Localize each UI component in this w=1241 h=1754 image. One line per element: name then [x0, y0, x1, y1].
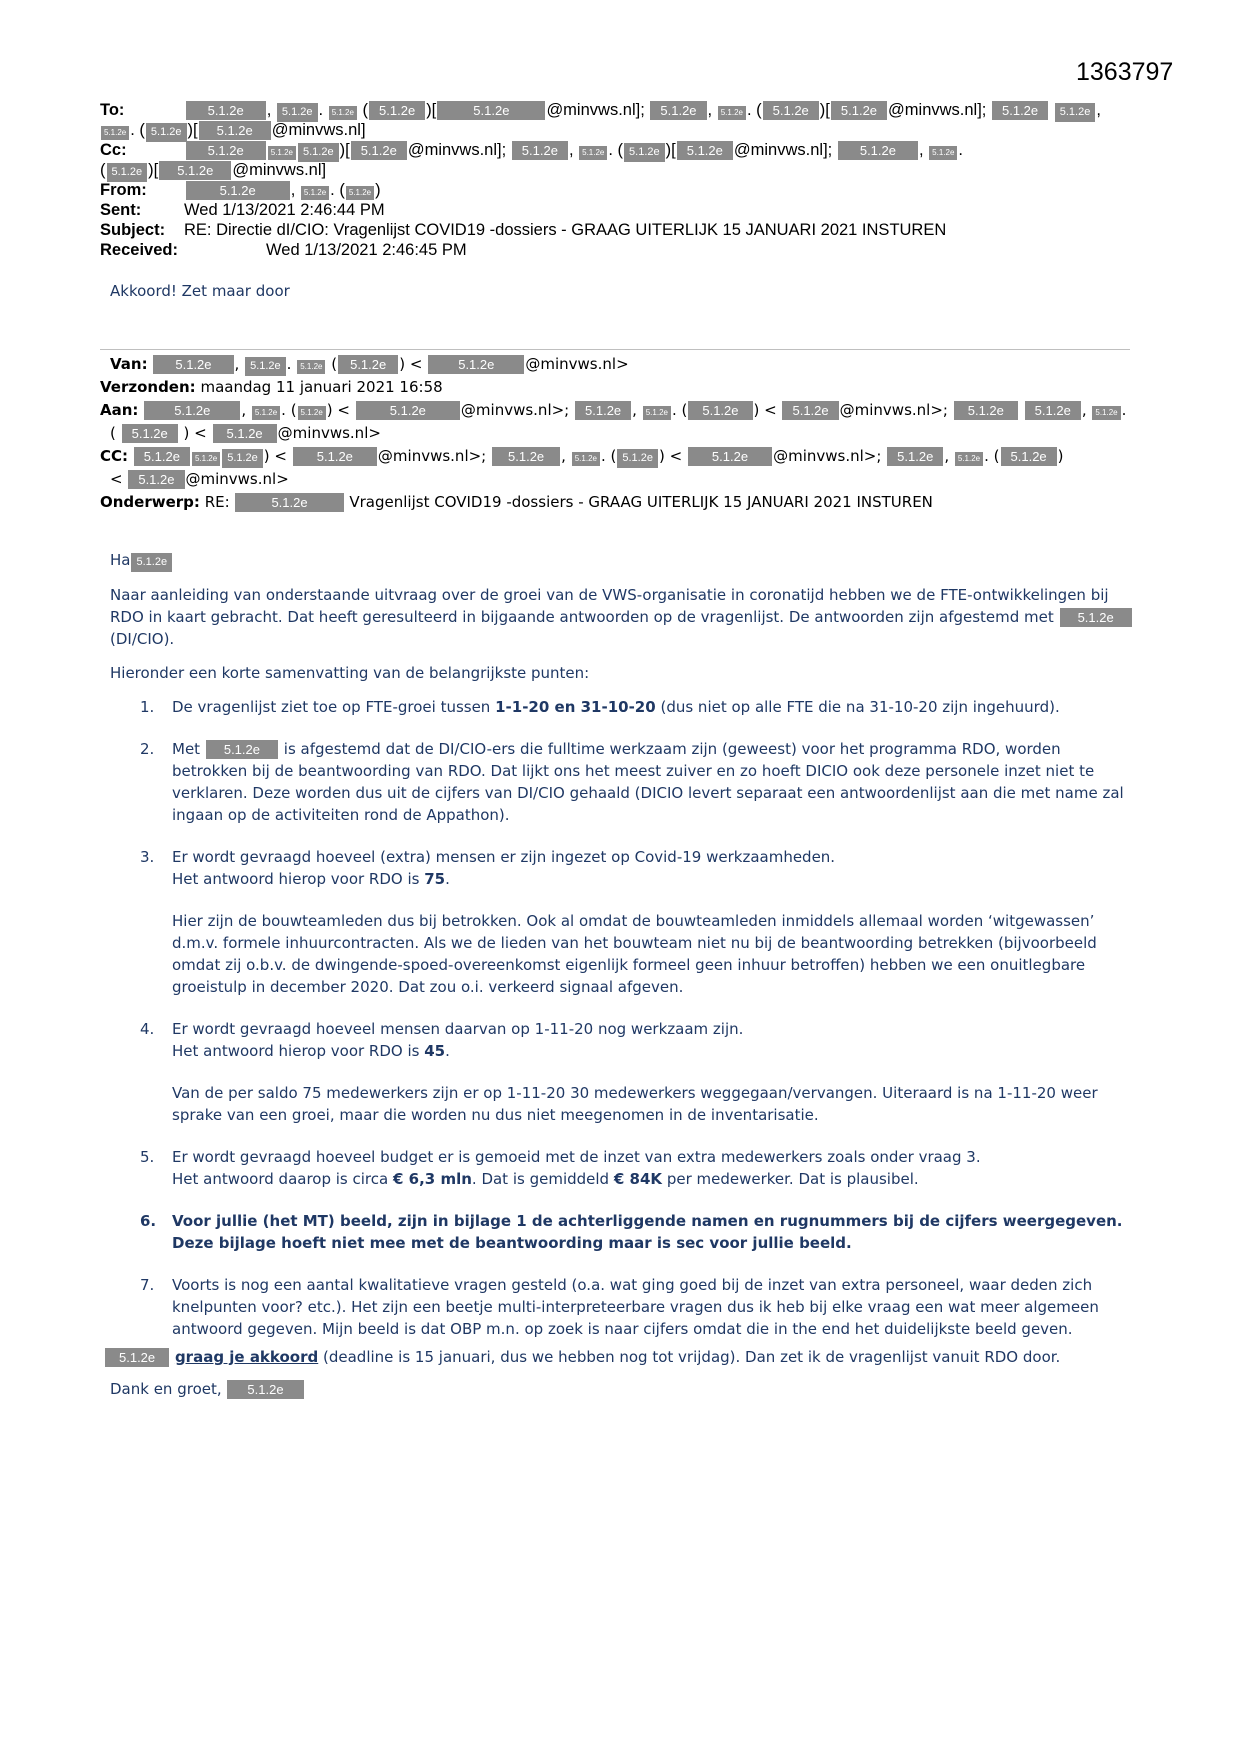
aan-line: Aan: 5.1.2e , 5.1.2e . ( 5.1.2e ) < 5.1.2e @minvws.nl>; 5.1.2e , 5.1.2e . ( 5.1.2e ) < 5.1.2e @minvws.nl>; 5.1.2e 5.1.2e , 5.1.2e . — [100, 401, 1127, 419]
redaction: 5.1.2e — [105, 1348, 169, 1367]
redaction: 5.1.2e — [1060, 608, 1132, 627]
list-number: 2. — [140, 740, 155, 758]
onderwerp-label: Onderwerp: — [100, 493, 200, 511]
sent-line — [100, 200, 1140, 220]
cc-line: Cc: 5.1.2e 5.1.2e 5.1.2e )[ 5.1.2e @minvws.nl]; 5.1.2e , 5.1.2e . ( 5.1.2e )[ 5.1.2e @minvws.nl]; 5.1.2e , 5.1.2e . — [100, 140, 1140, 162]
approval-link[interactable]: graag je akkoord — [174, 1348, 319, 1366]
received-line — [100, 240, 1140, 260]
item1-text: De vragenlijst ziet toe op FTE-groei tussen — [172, 698, 491, 716]
item2-text-end: is afgestemd dat de DI/CIO-ers die fulltime werkzaam zijn (geweest) voor het programma RDO, worden betrokken bij de beantwoording van RDO. Dat lijkt ons het meest zuiver en zo hoeft DICIO ook deze personele inzet niet te verklaren. Deze worden dus uit de cijfers van DI/CIO gehaald (DICIO levert separaat een antwoordenlijst aan die met name zal ingaan op de activiteiten rond de Appathon). — [172, 740, 1124, 824]
email-domain: @minvws.nl> — [277, 424, 381, 442]
redaction: 5.1.2e — [213, 424, 277, 443]
aan-label: Aan: — [100, 401, 139, 419]
van-label: Van: — [110, 355, 148, 373]
redaction: 5.1.2e — [782, 401, 838, 420]
redaction: 5.1.2e — [624, 143, 665, 162]
cc-original-line-2: < 5.1.2e @minvws.nl> — [110, 470, 289, 488]
redaction: 5.1.2e — [252, 406, 280, 420]
redaction: 5.1.2e — [992, 101, 1048, 120]
item3-explanation: Hier zijn de bouwteamleden dus bij betrokken. Ook al omdat de bouwteamleden inmiddels allemaal worden ‘witgewassen’ d.m.v. formele inhuurcontracten. Als we de lieden van het bouwteam niet nu bij de beantwoording betrekken (bijvoorbeeld omdat zij o.b.v. de dwingende-spoed-overeenkomst eigenlijk formeel geen inhuur betroffen) hebben we een onuitlegbare groeistulp in december 2020. Dat zou o.i. verkeerd signaal afgeven. — [172, 912, 1097, 996]
item5-text: . Dat is gemiddeld — [471, 1170, 610, 1188]
list-item — [110, 738, 1140, 826]
redaction: 5.1.2e — [338, 355, 398, 374]
redaction: 5.1.2e — [617, 449, 658, 468]
redaction: 5.1.2e — [199, 121, 271, 140]
redaction: 5.1.2e — [298, 143, 339, 162]
list-item — [110, 1210, 1140, 1254]
redaction: 5.1.2e — [643, 406, 671, 420]
cc-line-2: ( 5.1.2e )[ 5.1.2e @minvws.nl] — [100, 160, 1140, 182]
sent-value: Wed 1/13/2021 2:46:44 PM — [184, 201, 385, 219]
redaction: 5.1.2e — [688, 447, 772, 466]
list-item — [110, 1146, 1140, 1190]
redaction: 5.1.2e — [1092, 406, 1120, 420]
redaction: 5.1.2e — [128, 470, 184, 489]
redaction: 5.1.2e — [146, 123, 187, 142]
email-domain: @minvws.nl] — [271, 121, 366, 139]
email-domain: @minvws.nl>; — [839, 401, 948, 419]
received-value: Wed 1/13/2021 2:46:45 PM — [266, 241, 467, 259]
subject-line — [100, 220, 1140, 240]
email-domain: @minvws.nl]; — [888, 101, 987, 119]
redaction: 5.1.2e — [245, 357, 286, 376]
signoff-text: Dank en groet, — [110, 1380, 222, 1398]
list-item — [110, 696, 1140, 718]
greeting — [110, 549, 1140, 572]
redaction: 5.1.2e — [718, 106, 746, 120]
to-label: To: — [100, 101, 125, 119]
summary-list — [110, 696, 1140, 1340]
redaction: 5.1.2e — [222, 449, 263, 468]
list-item: 4. Er wordt gevraagd hoeveel mensen daarvan op 1-11-20 nog werkzaam zijn. Het antwoord hierop voor RDO is 45. Van de per saldo 75 medewerkers zijn er op 1-11-20 30 medewerkers weggegaan/vervangen. Uiteraard is na 1-11-20 weer sprake van een groei, maar die worden nu dus niet meegenomen in de inventarisatie. — [110, 1018, 1140, 1126]
item4-explanation: Van de per saldo 75 medewerkers zijn er op 1-11-20 30 medewerkers weggegaan/vervangen. Uiteraard is na 1-11-20 weer sprake van een groei, maar die worden nu dus niet meegenomen in de inventarisatie. — [172, 1084, 1098, 1124]
redaction: 5.1.2e — [329, 106, 357, 120]
item4-answer: Het antwoord hierop voor RDO is — [172, 1042, 420, 1060]
received-label: Received: — [100, 241, 178, 259]
redaction: 5.1.2e — [688, 401, 752, 420]
item1-bold: 1-1-20 en 31-10-20 — [495, 698, 656, 716]
redaction: 5.1.2e — [955, 452, 983, 466]
to-line-2: 5.1.2e . ( 5.1.2e )[ 5.1.2e @minvws.nl] — [100, 120, 1140, 142]
redaction: 5.1.2e — [268, 146, 296, 160]
to-line: To: 5.1.2e , 5.1.2e . 5.1.2e ( 5.1.2e )[ 5.1.2e @minvws.nl]; 5.1.2e , 5.1.2e . ( 5.1.2e )[ 5.1.2e @minvws.nl]; 5.1.2e 5.1.2e , — [100, 100, 1140, 122]
redaction: 5.1.2e — [293, 447, 377, 466]
redaction: 5.1.2e — [677, 141, 733, 160]
list-number: 7. — [140, 1276, 155, 1294]
redaction: 5.1.2e — [277, 103, 318, 122]
redaction: 5.1.2e — [492, 447, 560, 466]
redaction: 5.1.2e — [235, 493, 343, 512]
redaction: 5.1.2e — [186, 141, 266, 160]
greeting-text: Ha — [110, 551, 131, 569]
list-number: 4. — [140, 1020, 155, 1038]
redaction: 5.1.2e — [298, 406, 326, 420]
redaction: 5.1.2e — [122, 424, 178, 443]
cc-original-label: CC: — [100, 447, 129, 465]
closing-text: (deadline is 15 januari, dus we hebben nog tot vrijdag). Dan zet ik de vragenlijst vanuit RDO door. — [323, 1348, 1061, 1366]
item5-question: Er wordt gevraagd hoeveel budget er is gemoeid met de inzet van extra medewerkers zoals onder vraag 3. — [172, 1148, 981, 1166]
redaction: 5.1.2e — [369, 101, 425, 120]
item6-text: Voor jullie (het MT) beeld, zijn in bijlage 1 de achterliggende namen en rugnummers bij de cijfers weergegeven. Deze bijlage hoeft niet mee met de beantwoording maar is sec voor jullie beeld. — [172, 1212, 1123, 1252]
redaction: 5.1.2e — [1001, 447, 1057, 466]
redaction: 5.1.2e — [650, 101, 706, 120]
from-line: From: 5.1.2e , 5.1.2e . ( 5.1.2e ) — [100, 181, 381, 199]
redaction: 5.1.2e — [838, 141, 918, 160]
item4-question: Er wordt gevraagd hoeveel mensen daarvan op 1-11-20 nog werkzaam zijn. — [172, 1020, 744, 1038]
list-number: 5. — [140, 1148, 155, 1166]
email-domain: @minvws.nl]; — [733, 141, 833, 159]
redaction: 5.1.2e — [351, 141, 407, 160]
list-item: 3. Er wordt gevraagd hoeveel (extra) mensen er zijn ingezet op Covid-19 werkzaamheden. Het antwoord hierop voor RDO is 75. Hier zijn de bouwteamleden dus bij betrokken. Ook al omdat de bouwteamleden inmiddels allemaal worden ‘witgewassen’ d.m.v. formele inhuurcontracten. Als we de lieden van het bouwteam niet nu bij de beantwoording betrekken (bijvoorbeeld omdat zij o.b.v. de dwingende-spoed-overeenkomst eigenlijk formeel geen inhuur betroffen) hebben we een onuitlegbare groeistulp in december 2020. Dat zou o.i. verkeerd signaal afgeven. — [110, 846, 1140, 998]
email-domain: @minvws.nl] — [232, 161, 327, 179]
list-item — [110, 1274, 1140, 1340]
document-number: 1363797 — [1076, 58, 1174, 86]
redaction: 5.1.2e — [227, 1380, 303, 1399]
list-number: 6. — [140, 1212, 157, 1230]
intro-text-end: (DI/CIO). — [110, 630, 175, 648]
van-line: Van: 5.1.2e , 5.1.2e . 5.1.2e ( 5.1.2e ) < 5.1.2e @minvws.nl> — [100, 353, 1140, 376]
verzonden-value: maandag 11 januari 2021 16:58 — [200, 378, 443, 396]
item4-value: 45 — [424, 1042, 446, 1060]
redaction: 5.1.2e — [297, 360, 325, 374]
subject-value: RE: Directie dI/CIO: Vragenlijst COVID19 -dossiers - GRAAG UITERLIJK 15 JANUARI 2021 INSTUREN — [184, 221, 947, 239]
redaction: 5.1.2e — [134, 447, 190, 466]
redaction: 5.1.2e — [512, 141, 568, 160]
item5-text-end: per medewerker. Dat is plausibel. — [666, 1170, 919, 1188]
item5-value-avg: € 84K — [613, 1170, 663, 1188]
redaction: 5.1.2e — [428, 355, 524, 374]
redaction: 5.1.2e — [101, 126, 129, 140]
from-label: From: — [100, 181, 147, 199]
message-body — [110, 549, 1140, 1400]
redaction: 5.1.2e — [887, 447, 943, 466]
onderwerp-value: Vragenlijst COVID19 -dossiers - GRAAG UITERLIJK 15 JANUARI 2021 INSTUREN — [349, 493, 933, 511]
intro-text: Naar aanleiding van onderstaande uitvraag over de groei van de VWS-organisatie in coronatijd hebben we de FTE-ontwikkelingen bij RDO in kaart gebracht. Dat heeft geresulteerd in bijgaande antwoorden op de vragenlijst. De antwoorden zijn afgestemd met — [110, 586, 1109, 626]
redaction: 5.1.2e — [131, 553, 172, 572]
verzonden-line — [100, 376, 1140, 399]
item1-text-end: (dus niet op alle FTE die na 31-10-20 zijn ingehuurd). — [660, 698, 1060, 716]
redaction: 5.1.2e — [1025, 401, 1081, 420]
closing-line — [104, 1346, 1140, 1368]
redaction: 5.1.2e — [346, 186, 374, 200]
redaction: 5.1.2e — [929, 146, 957, 160]
redaction: 5.1.2e — [763, 101, 819, 120]
redaction: 5.1.2e — [186, 101, 266, 120]
list-number: 1. — [140, 698, 155, 716]
redaction: 5.1.2e — [575, 401, 631, 420]
redaction: 5.1.2e — [144, 401, 240, 420]
email-domain: @minvws.nl>; — [377, 447, 487, 465]
list-number: 3. — [140, 848, 155, 866]
redaction: 5.1.2e — [1055, 103, 1096, 122]
item2-text: Met — [172, 740, 201, 758]
onderwerp-line — [100, 491, 1140, 514]
redaction: 5.1.2e — [192, 452, 220, 466]
signoff — [110, 1378, 1140, 1400]
subject-label: Subject: — [100, 221, 166, 239]
redaction: 5.1.2e — [437, 101, 545, 120]
email-domain: @minvws.nl]; — [407, 141, 507, 159]
item5-answer: Het antwoord daarop is circa — [172, 1170, 389, 1188]
reply-text: Akkoord! Zet maar door — [110, 282, 290, 300]
item3-value: 75 — [424, 870, 446, 888]
redaction: 5.1.2e — [301, 186, 329, 200]
sent-label: Sent: — [100, 201, 142, 219]
cc-original-line: CC: 5.1.2e 5.1.2e 5.1.2e ) < 5.1.2e @minvws.nl>; 5.1.2e , 5.1.2e . ( 5.1.2e ) < 5.1.2e @minvws.nl>; 5.1.2e , 5.1.2e . ( 5.1.2e ) — [100, 445, 1140, 468]
onderwerp-prefix: RE: — [204, 493, 230, 511]
email-domain: @minvws.nl>; — [460, 401, 570, 419]
aan-line-2: ( 5.1.2e ) < 5.1.2e @minvws.nl> — [110, 424, 381, 442]
email-domain: @minvws.nl> — [185, 470, 289, 488]
item7-text: Voorts is nog een aantal kwalitatieve vragen gesteld (o.a. wat ging goed bij de inzet van extra personeel, waar deden zich knelpunten voor? etc.). Het zijn een beetje multi-interpreteerbare vragen dus ik heb bij elke vraag een wat meer algemeen antwoord gegeven. Mijn beeld is dat OBP m.n. op zoek is naar cijfers omdat die in the end het duidelijkste beeld geven. — [172, 1276, 1099, 1338]
redaction: 5.1.2e — [572, 452, 600, 466]
divider — [100, 349, 1130, 350]
redaction: 5.1.2e — [954, 401, 1018, 420]
redaction: 5.1.2e — [107, 163, 148, 182]
item5-value-total: € 6,3 mln — [393, 1170, 472, 1188]
email-domain: @minvws.nl> — [525, 355, 629, 373]
item3-answer: Het antwoord hierop voor RDO is — [172, 870, 420, 888]
cc-label: Cc: — [100, 141, 127, 159]
item3-question: Er wordt gevraagd hoeveel (extra) mensen er zijn ingezet op Covid-19 werkzaamheden. — [172, 848, 836, 866]
redaction: 5.1.2e — [579, 146, 607, 160]
redaction: 5.1.2e — [356, 401, 460, 420]
redaction: 5.1.2e — [153, 355, 233, 374]
redaction: 5.1.2e — [186, 181, 290, 200]
redaction: 5.1.2e — [831, 101, 887, 120]
email-domain: @minvws.nl]; — [546, 101, 645, 119]
redaction: 5.1.2e — [206, 740, 278, 759]
intro-paragraph — [110, 584, 1140, 650]
summary-intro: Hieronder een korte samenvatting van de belangrijkste punten: — [110, 664, 590, 682]
verzonden-label: Verzonden: — [100, 378, 196, 396]
redaction: 5.1.2e — [159, 161, 231, 180]
email-domain: @minvws.nl>; — [773, 447, 882, 465]
